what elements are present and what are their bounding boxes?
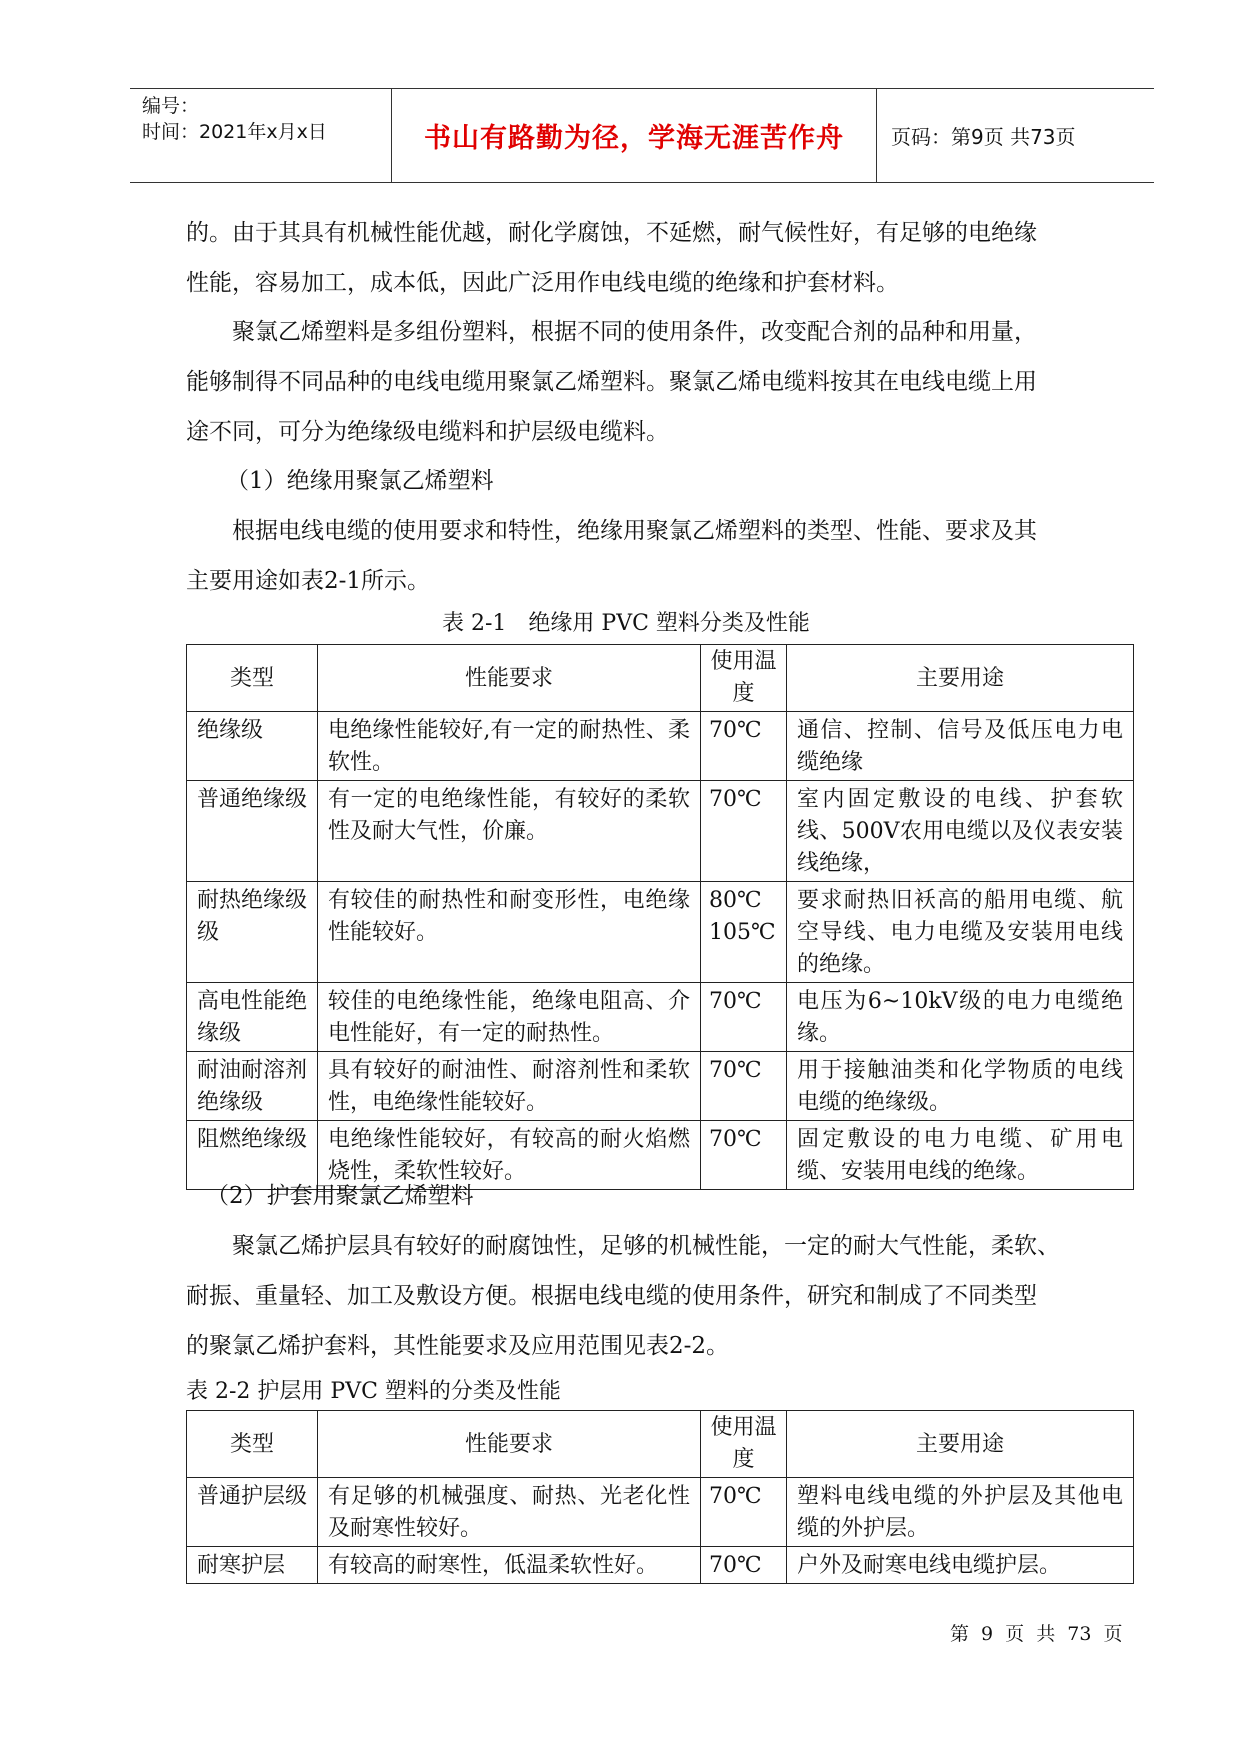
- table-cell: 塑料电线电缆的外护层及其他电缆的外护层。: [787, 1478, 1134, 1547]
- table-cell: 普通绝缘级: [187, 781, 318, 882]
- table-cell: 通信、控制、信号及低压电力电缆绝缘: [787, 712, 1134, 781]
- header-motto-cell: [392, 89, 877, 182]
- table-row: [187, 882, 1134, 983]
- table-row: [187, 1052, 1134, 1121]
- page-header: [130, 88, 1154, 183]
- paragraph-1: [186, 208, 1098, 308]
- text-line: 途不同，可分为绝缘级电缆料和护层级电缆料。: [186, 419, 669, 445]
- table-row: [187, 712, 1134, 781]
- table-cell: 室内固定敷设的电线、护套软线、500V农用电缆以及仪表安装线绝缘，: [787, 781, 1134, 882]
- table-cell: 耐油耐溶剂绝缘级: [187, 1052, 318, 1121]
- table-cell: 普通护层级: [187, 1478, 318, 1547]
- table-cell: 有足够的机械强度、耐热、光老化性及耐寒性较好。: [318, 1478, 701, 1547]
- paragraph-2: [186, 307, 1098, 457]
- doc-time: 时间：2021年x月x日: [142, 121, 327, 143]
- header-cell: 类型: [187, 1411, 318, 1478]
- table-cell: 较佳的电绝缘性能，绝缘电阻高、介电性能好，有一定的耐热性。: [318, 983, 701, 1052]
- paragraph-3: [186, 506, 1098, 606]
- table-cell: 70℃: [701, 1478, 787, 1547]
- table-cell: 70℃: [701, 712, 787, 781]
- table-cell: 耐热绝缘级级: [187, 882, 318, 983]
- table-cell: 有较高的耐寒性，低温柔软性好。: [318, 1547, 701, 1584]
- table-cell: 70℃: [701, 1052, 787, 1121]
- table-cell: 有较佳的耐热性和耐变形性，电绝缘性能较好。: [318, 882, 701, 983]
- table-cell: 绝缘级: [187, 712, 318, 781]
- table-2-caption: 表 2-2 护层用 PVC 塑料的分类及性能: [186, 1379, 561, 1404]
- table-cell: 70℃: [701, 1121, 787, 1190]
- table-cell: 70℃: [701, 781, 787, 882]
- page-footer: 第 9 页 共 73 页: [950, 1623, 1123, 1645]
- heading-text: （1）绝缘用聚氯乙烯塑料: [226, 468, 494, 494]
- text-line: 主要用途如表2-1所示。: [186, 568, 431, 594]
- table-2: [186, 1410, 1134, 1584]
- doc-number-label: 编号：: [142, 95, 200, 117]
- table-cell: 固定敷设的电力电缆、矿用电缆、安装用电线的绝缘。: [787, 1121, 1134, 1190]
- text-line: 根据电线电缆的使用要求和特性，绝缘用聚氯乙烯塑料的类型、性能、要求及其: [232, 518, 1037, 544]
- table-row: [187, 781, 1134, 882]
- heading-text: （2）护套用聚氯乙烯塑料: [206, 1183, 474, 1209]
- table-row: [187, 1547, 1134, 1584]
- table-cell: 70℃: [701, 1547, 787, 1584]
- table-header-row: [187, 1411, 1134, 1478]
- text-line: 耐振、重量轻、加工及敷设方便。根据电线电缆的使用条件，研究和制成了不同类型: [186, 1283, 1037, 1309]
- header-cell: 性能要求: [318, 1411, 701, 1478]
- text-line: 能够制得不同品种的电线电缆用聚氯乙烯塑料。聚氯乙烯电缆料按其在电线电缆上用: [186, 369, 1037, 395]
- table-cell: 户外及耐寒电线电缆护层。: [787, 1547, 1134, 1584]
- header-cell: 类型: [187, 645, 318, 712]
- table-row: [187, 983, 1134, 1052]
- paragraph-4: [186, 1221, 1098, 1371]
- table-cell: 70℃: [701, 983, 787, 1052]
- table-cell: 电压为6~10kV级的电力电缆绝缘。: [787, 983, 1134, 1052]
- table-cell: 80℃ 105℃: [701, 882, 787, 983]
- table-cell: 耐寒护层: [187, 1547, 318, 1584]
- header-page-code: 页码：第9页 共73页: [891, 125, 1076, 149]
- text-line: 聚氯乙烯护层具有较好的耐腐蚀性，足够的机械性能，一定的耐大气性能，柔软、: [232, 1233, 1060, 1259]
- text-line: 性能，容易加工，成本低，因此广泛用作电线电缆的绝缘和护套材料。: [186, 270, 899, 296]
- header-cell: 使用温度: [701, 645, 787, 712]
- text-line: 的。由于其具有机械性能优越，耐化学腐蚀，不延燃，耐气候性好，有足够的电绝缘: [186, 220, 1037, 246]
- header-cell: 使用温度: [701, 1411, 787, 1478]
- text-line: 聚氯乙烯塑料是多组份塑料，根据不同的使用条件，改变配合剂的品种和用量，: [232, 319, 1037, 345]
- table-header-row: [187, 645, 1134, 712]
- header-motto: 书山有路勤为径，学海无涯苦作舟: [424, 123, 844, 154]
- table-cell: 阻燃绝缘级: [187, 1121, 318, 1190]
- header-meta: [130, 89, 392, 182]
- section-heading-1: [186, 456, 1098, 506]
- table-cell: 用于接触油类和化学物质的电线电缆的绝缘级。: [787, 1052, 1134, 1121]
- header-cell: 主要用途: [787, 1411, 1134, 1478]
- table-row: [187, 1478, 1134, 1547]
- table-cell: 具有较好的耐油性、耐溶剂性和柔软性，电绝缘性能较好。: [318, 1052, 701, 1121]
- table-1-caption: 表 2-1 绝缘用 PVC 塑料分类及性能: [442, 611, 810, 636]
- table-cell: 要求耐热旧袄高的船用电缆、航空导线、电力电缆及安装用电线的绝缘。: [787, 882, 1134, 983]
- header-page-cell: [877, 89, 1154, 182]
- table-cell: 高电性能绝缘级: [187, 983, 318, 1052]
- text-line: 的聚氯乙烯护套料，其性能要求及应用范围见表2-2。: [186, 1333, 730, 1359]
- table-1: [186, 644, 1134, 1190]
- section-heading-2: [186, 1171, 1098, 1221]
- table-cell: 有一定的电绝缘性能，有较好的柔软性及耐大气性，价廉。: [318, 781, 701, 882]
- header-cell: 主要用途: [787, 645, 1134, 712]
- table-cell: 电绝缘性能较好,有一定的耐热性、柔软性。: [318, 712, 701, 781]
- table-cell: 电绝缘性能较好，有较高的耐火焰燃烧性，柔软性较好。: [318, 1121, 701, 1190]
- header-cell: 性能要求: [318, 645, 701, 712]
